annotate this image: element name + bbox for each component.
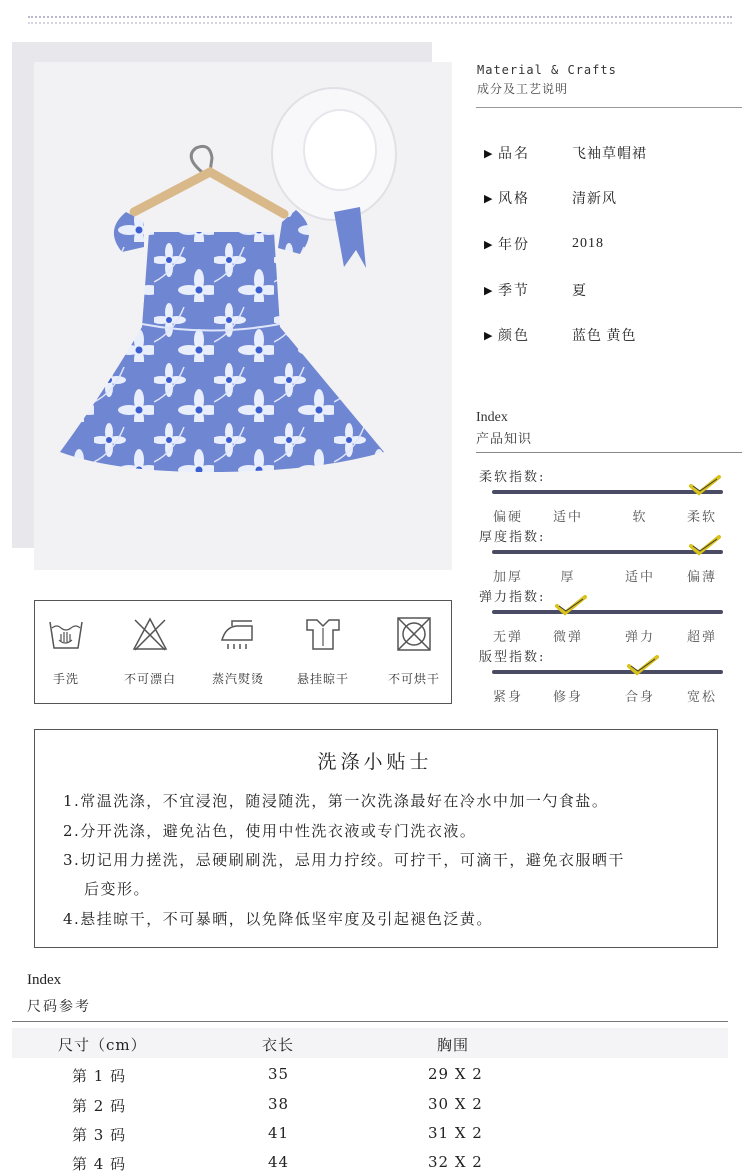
size-cell: 44 [268, 1153, 290, 1171]
material-title: Material & Crafts [477, 63, 617, 77]
size-cell: 38 [268, 1095, 290, 1113]
size-header-cell: 胸围 [437, 1036, 470, 1054]
scale-option: 柔软 [686, 510, 717, 525]
size-title: Index [27, 972, 62, 988]
tip-item: 2.分开洗涤，避免沾色，使用中性洗衣液或专门洗衣液。 [63, 822, 477, 840]
knowledge-subtitle: 产品知识 [476, 432, 533, 447]
scale-label: 柔软指数: [479, 470, 546, 485]
scale-option: 软 [632, 510, 648, 525]
scale-label: 弹力指数: [479, 590, 546, 605]
size-header-cell: 尺寸（cm） [58, 1036, 147, 1054]
attribute-value: 飞袖草帽裙 [572, 147, 647, 162]
care-hand-wash [26, 616, 106, 687]
attribute-key: 颜色 [498, 328, 530, 344]
size-row-label: 第 2 码 [72, 1097, 127, 1115]
hang-dry-icon [303, 616, 343, 652]
tip-item: 1.常温洗涤，不宜浸泡，随浸随洗，第一次洗涤最好在冷水中加一勺食盐。 [63, 792, 609, 810]
care-no-tumble-dry [374, 616, 454, 687]
checkmark-icon [688, 474, 722, 496]
checkmark-icon [554, 594, 588, 616]
attribute-year [484, 234, 604, 254]
attribute-value: 清新风 [572, 192, 617, 207]
scale-track [492, 610, 723, 614]
scale-option: 微弹 [552, 630, 583, 645]
size-row-label: 第 4 码 [72, 1155, 127, 1173]
scale-option: 无弹 [492, 630, 523, 645]
attribute-value: 蓝色 黄色 [572, 329, 637, 344]
scale-option: 加厚 [492, 570, 523, 585]
care-no-bleach [110, 616, 190, 687]
size-cell: 32 X 2 [428, 1153, 483, 1171]
divider [12, 1021, 728, 1022]
scale-option: 弹力 [624, 630, 655, 645]
attribute-name [484, 143, 647, 163]
size-cell: 30 X 2 [428, 1095, 483, 1113]
care-hang-dry [283, 616, 363, 687]
triangle-right-icon: ▶ [484, 283, 493, 297]
scale-option: 宽松 [686, 690, 717, 705]
care-label: 悬挂晾干 [296, 672, 349, 686]
scale-option: 修身 [552, 690, 583, 705]
checkmark-icon [626, 654, 660, 676]
scale-option: 偏硬 [492, 510, 523, 525]
attribute-key: 季节 [498, 283, 530, 299]
care-label: 手洗 [52, 672, 79, 686]
size-subtitle: 尺码参考 [27, 999, 91, 1015]
attribute-key: 品名 [498, 146, 530, 162]
triangle-right-icon: ▶ [484, 328, 493, 342]
scale-option: 偏薄 [686, 570, 717, 585]
product-photo [34, 62, 452, 570]
top-dotted-border [28, 16, 732, 24]
size-cell: 35 [268, 1065, 290, 1083]
triangle-right-icon: ▶ [484, 146, 493, 160]
divider [476, 107, 742, 108]
attribute-value: 夏 [572, 284, 587, 299]
knowledge-title: Index [476, 410, 508, 425]
tips-title: 洗涤小贴士 [317, 751, 433, 773]
care-label: 蒸汽熨烫 [211, 672, 264, 686]
attribute-season [484, 280, 587, 300]
scale-option: 适中 [552, 510, 583, 525]
size-cell: 41 [268, 1124, 290, 1142]
material-subtitle: 成分及工艺说明 [477, 82, 569, 96]
tip-item: 4.悬挂晾干，不可暴晒，以免降低坚牢度及引起褪色泛黄。 [63, 910, 493, 928]
attribute-style [484, 188, 617, 208]
care-label: 不可漂白 [123, 672, 176, 686]
scale-option: 合身 [624, 690, 655, 705]
no-tumble-dry-icon [395, 616, 433, 652]
scale-option: 紧身 [492, 690, 523, 705]
scale-label: 版型指数: [479, 650, 546, 665]
size-header-cell: 衣长 [262, 1036, 295, 1054]
scale-option: 超弹 [686, 630, 717, 645]
size-cell: 29 X 2 [428, 1065, 483, 1083]
size-cell: 31 X 2 [428, 1124, 483, 1142]
triangle-right-icon: ▶ [484, 191, 493, 205]
size-row-label: 第 1 码 [72, 1067, 127, 1085]
attribute-color [484, 325, 637, 345]
scale-option: 厚 [560, 570, 576, 585]
hand-wash-icon [47, 616, 85, 652]
size-row-label: 第 3 码 [72, 1126, 127, 1144]
attribute-key: 年份 [498, 237, 530, 253]
triangle-right-icon: ▶ [484, 237, 493, 251]
tip-item: 3.切记用力搓洗，忌硬刷刷洗，忌用力拧绞。可拧干，可滴干，避免衣服晒干 [63, 851, 625, 869]
scale-label: 厚度指数: [479, 530, 546, 545]
attribute-key: 风格 [498, 191, 530, 207]
scale-track [492, 670, 723, 674]
attribute-value: 2018 [572, 236, 604, 251]
steam-iron-icon [218, 616, 258, 652]
no-bleach-icon [131, 616, 169, 652]
care-steam-iron [198, 616, 278, 687]
tip-item-continued: 后变形。 [84, 880, 151, 898]
scale-option: 适中 [624, 570, 655, 585]
divider [476, 452, 742, 453]
checkmark-icon [688, 534, 722, 556]
care-label: 不可烘干 [387, 672, 440, 686]
